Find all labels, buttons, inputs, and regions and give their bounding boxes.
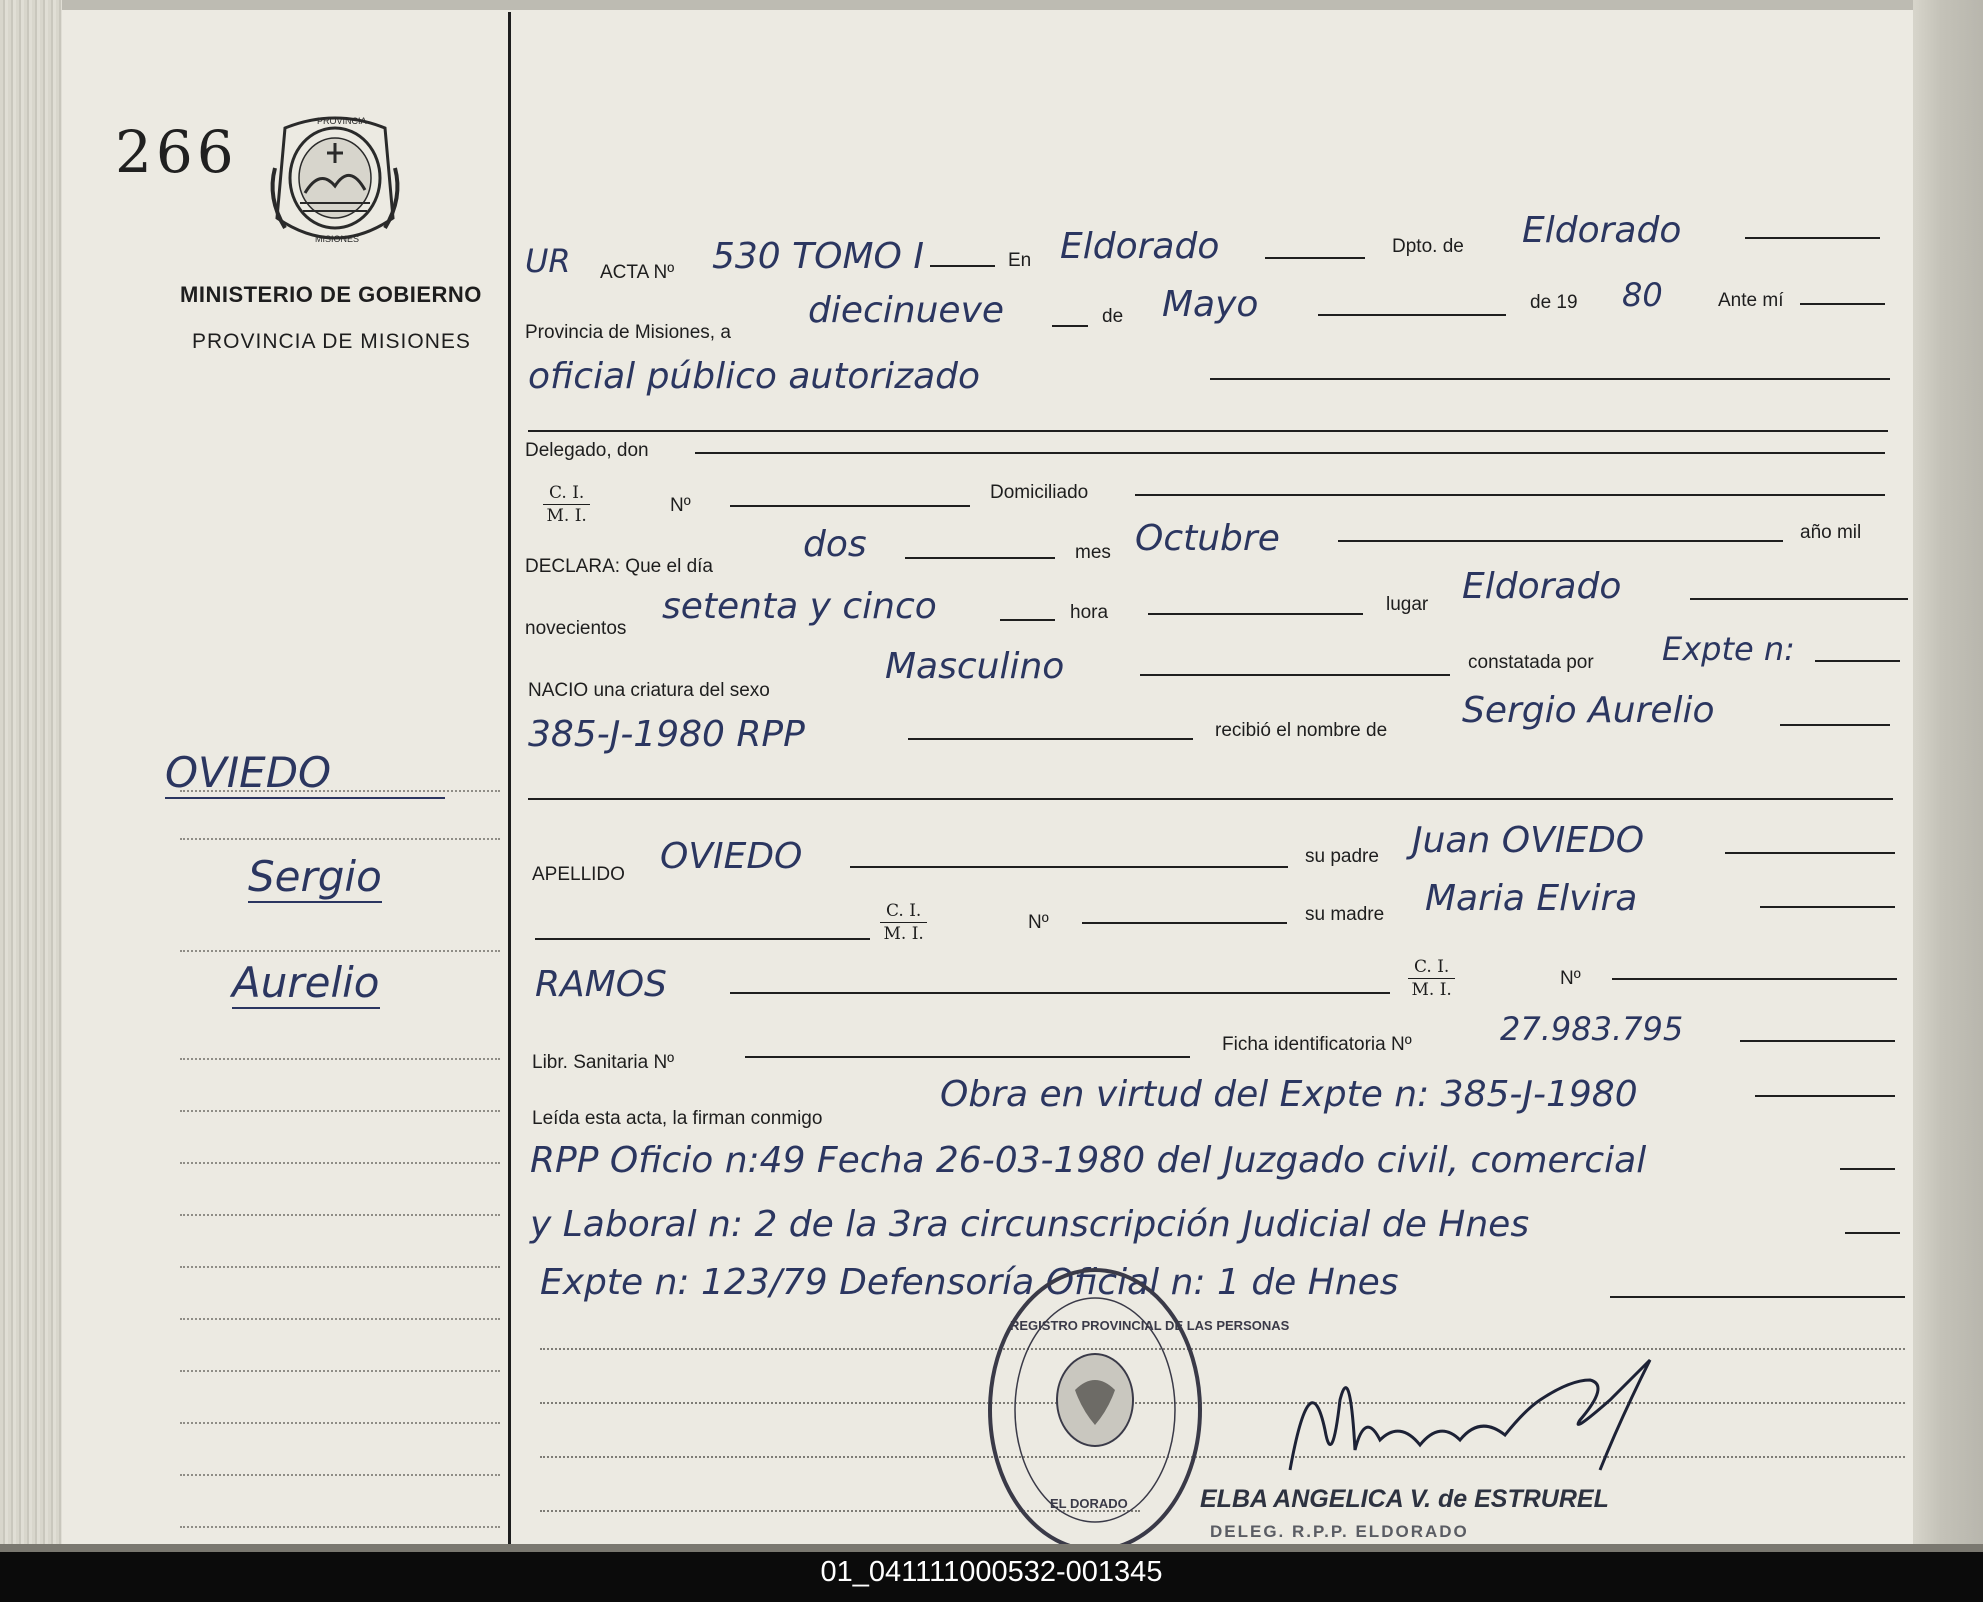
book-right-edge — [1913, 0, 1983, 1552]
fill-line — [1745, 237, 1880, 239]
en-value: Eldorado — [1060, 226, 1220, 267]
sexo-value: Masculino — [885, 646, 1065, 687]
fill-line — [1610, 1296, 1905, 1298]
declara-day-value: dos — [803, 524, 867, 565]
fill-line — [730, 505, 970, 507]
fill-line — [908, 738, 1193, 740]
ci-mi-fraction-padre — [880, 900, 927, 945]
fill-line — [745, 1056, 1190, 1058]
margin-line — [180, 838, 500, 840]
margin-first-name: Sergio — [248, 852, 382, 901]
padre-value: Juan OVIEDO — [1412, 820, 1645, 861]
stamp-text: REGISTRO PROVINCIAL DE LAS PERSONAS — [1010, 1318, 1290, 1333]
madre-ci-number-label: Nº — [1560, 968, 1581, 989]
folio-number: 266 — [115, 118, 238, 186]
fill-line — [1148, 613, 1363, 615]
margin-second-name: Aurelio — [232, 958, 380, 1007]
fill-line — [930, 265, 995, 267]
expte-value: 385-J-1980 RPP — [528, 714, 805, 755]
fill-line — [1265, 257, 1365, 259]
margin-line — [180, 950, 500, 952]
ante-label: Ante mí — [1718, 290, 1784, 311]
fill-line — [1800, 303, 1885, 305]
ficha-value: 27.983.795 — [1500, 1010, 1684, 1048]
ano-mil-label: año mil — [1800, 522, 1862, 543]
observation-line-4: Expte n: 123/79 Defensoría Oficial n: 1 de Hnes — [540, 1262, 1399, 1303]
fill-line — [1135, 494, 1885, 496]
madre-value: Maria Elvira — [1425, 878, 1638, 919]
margin-line — [180, 1162, 500, 1164]
declara-label: DECLARA: Que el día — [525, 556, 713, 577]
observation-line-2: RPP Oficio n:49 Fecha 26-03-1980 del Juzgado civil, comercial — [530, 1140, 1647, 1181]
fill-line — [1338, 540, 1783, 542]
signature-icon — [1270, 1340, 1720, 1490]
provincial-seal-icon — [265, 108, 405, 258]
nombre-value: Sergio Aurelio — [1462, 690, 1715, 731]
stamp-sub-text: EL DORADO — [1050, 1496, 1128, 1511]
fill-line — [535, 938, 870, 940]
fill-line — [1052, 325, 1088, 327]
signer-name: ELBA ANGELICA V. de ESTRUREL — [1200, 1485, 1609, 1513]
declara-month-value: Octubre — [1135, 518, 1280, 559]
ministry-title: MINISTERIO DE GOBIERNO — [180, 282, 482, 307]
margin-line — [180, 1318, 500, 1320]
fill-line — [1725, 852, 1895, 854]
hora-label: hora — [1070, 602, 1109, 623]
page-top-edge — [62, 0, 1913, 10]
fill-line — [905, 557, 1055, 559]
libr-sanitaria-label: Libr. Sanitaria Nº — [532, 1052, 675, 1073]
fill-line — [528, 430, 1888, 432]
ci-mi-fraction-madre — [1408, 956, 1455, 1001]
page-bottom-edge — [0, 1544, 1983, 1552]
acta-value: 530 TOMO I — [712, 236, 924, 277]
column-divider — [508, 12, 511, 1552]
province-title: PROVINCIA DE MISIONES — [192, 330, 471, 353]
margin-line — [180, 1474, 500, 1476]
margin-line — [180, 1526, 500, 1528]
observation-line-1: Obra en virtud del Expte n: 385-J-1980 — [940, 1074, 1638, 1115]
novecientos-label: novecientos — [525, 618, 627, 639]
fill-line — [1845, 1232, 1900, 1234]
fill-line — [1780, 724, 1890, 726]
fill-line — [1210, 378, 1890, 380]
padre-label: su padre — [1305, 846, 1379, 867]
mes-label: mes — [1075, 542, 1111, 563]
margin-line — [180, 1110, 500, 1112]
fill-line — [1140, 674, 1450, 676]
fill-line — [1755, 1095, 1895, 1097]
fill-line — [850, 866, 1288, 868]
acta-label: ACTA Nº — [600, 262, 675, 283]
domiciliado-label: Domiciliado — [990, 482, 1089, 503]
fill-line — [1840, 1168, 1895, 1170]
fill-line — [1000, 619, 1055, 621]
margin-line — [180, 1422, 500, 1424]
margin-line — [180, 1058, 500, 1060]
provincia-label: Provincia de Misiones, a — [525, 322, 731, 343]
ci-mi-fraction — [543, 482, 590, 527]
margin-surname: OVIEDO — [165, 748, 445, 799]
novecientos-value: setenta y cinco — [662, 586, 937, 627]
ficha-label: Ficha identificatoria Nº — [1222, 1034, 1412, 1055]
fill-line — [730, 992, 1390, 994]
madre-label: su madre — [1305, 904, 1385, 925]
dpto-value: Eldorado — [1522, 210, 1682, 251]
leida-label: Leída esta acta, la firman conmigo — [532, 1108, 823, 1129]
dpto-label: Dpto. de — [1392, 236, 1464, 257]
fill-line — [1690, 598, 1908, 600]
book-page-edges — [0, 0, 62, 1552]
padre-ci-number-label: Nº — [1028, 912, 1049, 933]
signer-title: DELEG. R.P.P. ELDORADO — [1210, 1522, 1469, 1541]
margin-line — [180, 1214, 500, 1216]
lugar-label: lugar — [1386, 594, 1429, 615]
registry-stamp-icon — [980, 1260, 1290, 1560]
lugar-value: Eldorado — [1462, 566, 1622, 607]
de-label: de — [1102, 306, 1124, 327]
acta-prefix: UR — [525, 242, 571, 280]
year-value: 80 — [1622, 276, 1663, 314]
en-label: En — [1008, 250, 1032, 271]
margin-line — [180, 790, 500, 792]
seal-bottom-text: MISIONES — [315, 234, 360, 244]
fill-line — [528, 798, 1893, 800]
day-value: diecinueve — [808, 290, 1005, 331]
apellido-value: OVIEDO — [660, 836, 803, 877]
fill-line — [1740, 1040, 1895, 1042]
madre-surname-value: RAMOS — [535, 964, 667, 1005]
fill-line — [1082, 922, 1287, 924]
fill-line — [1815, 660, 1900, 662]
ci-label: C. I. — [543, 482, 590, 505]
fill-line — [1760, 906, 1895, 908]
ci-number-label: Nº — [670, 495, 691, 516]
seal-top-text: PROVINCIA — [317, 116, 367, 126]
fill-line — [1318, 314, 1506, 316]
mi-label: M. I. — [883, 924, 924, 944]
constatada-value: Expte n: — [1662, 630, 1795, 668]
year-prefix-label: de 19 — [1530, 292, 1578, 313]
margin-line — [180, 1266, 500, 1268]
ci-label: C. I. — [880, 900, 927, 923]
fill-line — [695, 452, 1885, 454]
nacio-label: NACIO una criatura del sexo — [528, 680, 770, 701]
month-value: Mayo — [1162, 284, 1259, 325]
recibio-label: recibió el nombre de — [1215, 720, 1388, 741]
mi-label: M. I. — [1411, 980, 1452, 1000]
image-caption: 01_041111000532-001345 — [820, 1556, 1163, 1588]
ci-label: C. I. — [1408, 956, 1455, 979]
fill-line — [1612, 978, 1897, 980]
margin-line — [180, 1370, 500, 1372]
constatada-label: constatada por — [1468, 652, 1594, 673]
delegado-label: Delegado, don — [525, 440, 649, 461]
apellido-label: APELLIDO — [532, 864, 625, 885]
oficial-value: oficial público autorizado — [528, 356, 981, 397]
mi-label: M. I. — [546, 506, 587, 526]
observation-line-3: y Laboral n: 2 de la 3ra circunscripción Judicial de Hnes — [530, 1204, 1530, 1245]
